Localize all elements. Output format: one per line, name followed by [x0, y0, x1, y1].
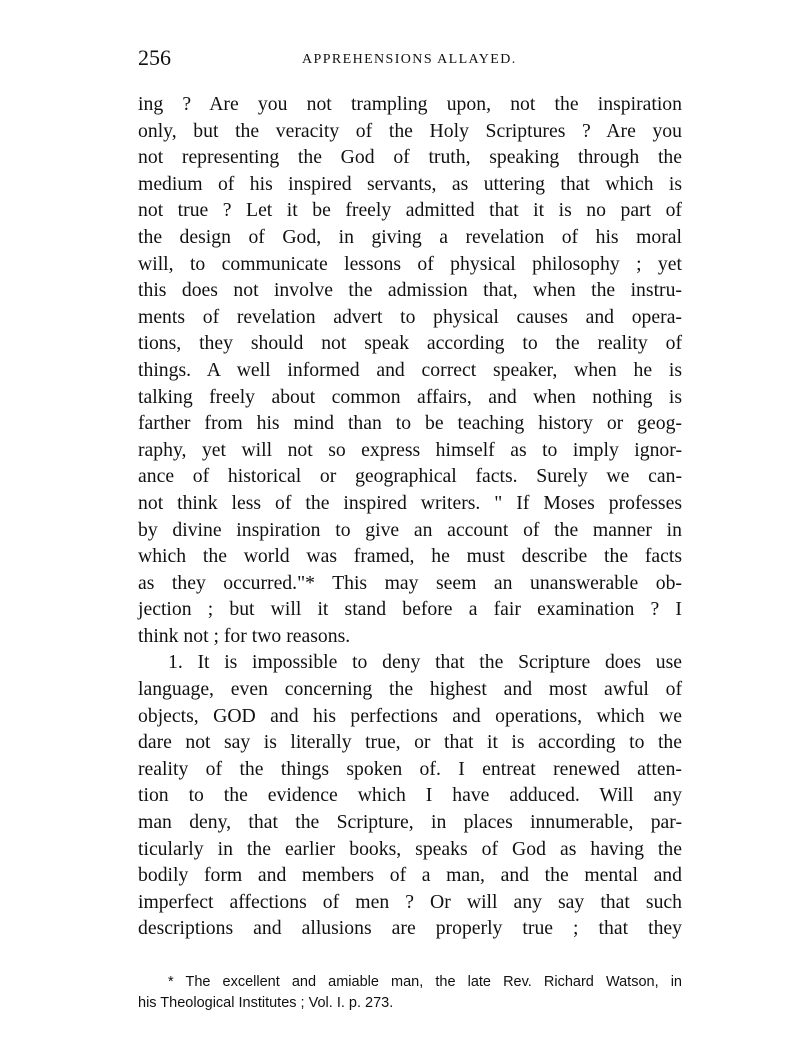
page-number: 256: [138, 45, 171, 70]
text-line: will, to communicate lessons of physical philosophy ; yet: [138, 252, 682, 275]
text-line: ing ? Are you not trampling upon, not the inspiration: [138, 93, 682, 115]
text-line: 1. It is impossible to deny that the Scripture does use: [168, 651, 682, 674]
footnote-line: * The excellent and amiable man, the late Rev. Richard Watson, in: [168, 974, 682, 990]
text-line: not think less of the inspired writers. " If Moses professes: [138, 491, 682, 514]
text-line: objects, GOD and his perfections and operations, which we: [138, 704, 682, 727]
text-line: imperfect affections of men ? Or will any say that such: [138, 890, 682, 913]
book-page: [138, 44, 682, 1011]
text-line: language, even concerning the highest and most awful of: [138, 678, 682, 701]
running-header: [138, 44, 682, 76]
text-line: talking freely about common affairs, and when nothing is: [138, 385, 682, 408]
text-line: things. A well informed and correct speaker, when he is: [138, 358, 682, 381]
text-line: this does not involve the admission that, when the instru-: [138, 279, 682, 302]
footnote: [138, 972, 682, 1014]
text-line: by divine inspiration to give an account of the manner in: [138, 518, 682, 541]
text-line: the design of God, in giving a revelation of his moral: [138, 225, 682, 248]
text-line: only, but the veracity of the Holy Scriptures ? Are you: [138, 119, 682, 142]
text-line: not representing the God of truth, speaking through the: [138, 146, 682, 169]
text-line: tions, they should not speak according to the reality of: [138, 332, 682, 355]
text-line: raphy, yet will not so express himself as to imply ignor-: [138, 438, 682, 461]
text-line: man deny, that the Scripture, in places innumerable, par-: [138, 811, 682, 834]
text-line: ance of historical or geographical facts. Surely we can-: [138, 465, 682, 488]
text-line: ments of revelation advert to physical causes and opera-: [138, 305, 682, 328]
text-line: ticularly in the earlier books, speaks of God as having the: [138, 837, 682, 860]
text-line: as they occurred."* This may seem an unanswerable ob-: [138, 571, 682, 594]
text-line: bodily form and members of a man, and the mental and: [138, 864, 682, 887]
text-line: farther from his mind than to be teaching history or geog-: [138, 412, 682, 435]
text-line: descriptions and allusions are properly true ; that they: [138, 917, 682, 940]
text-line: think not ; for two reasons.: [138, 624, 351, 647]
text-line: which the world was framed, he must describe the facts: [138, 545, 682, 568]
running-title: APPREHENSIONS ALLAYED.: [302, 52, 517, 67]
text-line: tion to the evidence which I have adduced. Will any: [138, 784, 682, 807]
body-text: [138, 91, 682, 942]
text-line: reality of the things spoken of. I entreat renewed atten-: [138, 757, 682, 780]
text-line: not true ? Let it be freely admitted that it is no part of: [138, 199, 682, 222]
footnote-line: his Theological Institutes ; Vol. I. p. 273.: [138, 995, 394, 1011]
text-line: dare not say is literally true, or that it is according to the: [138, 731, 682, 754]
text-line: jection ; but will it stand before a fair examination ? I: [138, 598, 682, 621]
text-line: medium of his inspired servants, as uttering that which is: [138, 172, 682, 195]
